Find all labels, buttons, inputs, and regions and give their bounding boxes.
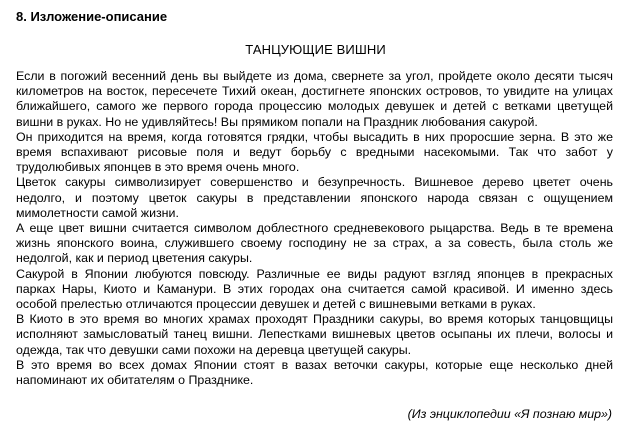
body-text [16,69,615,388]
paragraph-1: Если в погожий весенний день вы выйдете из дома, свернете за угол, пройдете около десяти тысяч километров на восток, пересечете Тихий океан, достигнете японских островов, то увидите на улицах ближайшего, самого же первого города процессию молодых девушек и детей с ветками цветущей вишни в руках. Но не удивляйтесь! Вы прямиком попали на Праздник любования сакурой. [16,69,613,129]
paragraph-7: В это время во всех домах Японии стоят в вазах веточки сакуры, которые еще несколько дней напоминают их обитателям о Празднике. [16,357,613,388]
paragraph-3: Цветок сакуры символизирует совершенство и безупречность. Вишневое дерево цветет очень недолго, и поэтому цветок сакуры в представлении японского народа связан с ощущением мимолетности самой жизни. [16,175,613,220]
paragraph-4: А еще цвет вишни считается символом доблестного средневекового рыцарства. Ведь в те времена жизнь японского воина, служившего своему господину не за страх, а за совесть, была столь же недолгой, как и период цветения сакуры. [16,221,613,266]
paragraph-2: Он приходится на время, когда готовятся грядки, чтобы высадить в них проросшие зерна. В это же время вспахивают рисовые поля и ведут борьбу с вредными насекомыми. Так что забот у трудолюбивых японцев в это время очень много. [16,129,613,175]
paragraph-5: Сакурой в Японии любуются повсюду. Различные ее виды радуют взгляд японцев в прекрасных парках Нары, Киото и Каманури. В этих городах она считается самой красивой. И именно здесь особой прелестью отличаются процессии девушек и детей с вишневыми ветками в руках. [16,266,613,312]
paragraph-6: В Киото в это время во многих храмах проходят Праздники сакуры, во время которых танцовщицы исполняют замысловатый танец вишни. Лепестками вишневых цветов осыпаны их плечи, волосы и одежда, так что девушки сами похожи на деревца цветущей сакуры. [16,312,613,357]
text-title: ТАНЦУЮЩИЕ ВИШНИ [245,42,386,57]
source-citation: (Из энциклопедии «Я познаю мир») [407,407,612,421]
task-heading: 8. Изложение-описание [16,9,168,24]
